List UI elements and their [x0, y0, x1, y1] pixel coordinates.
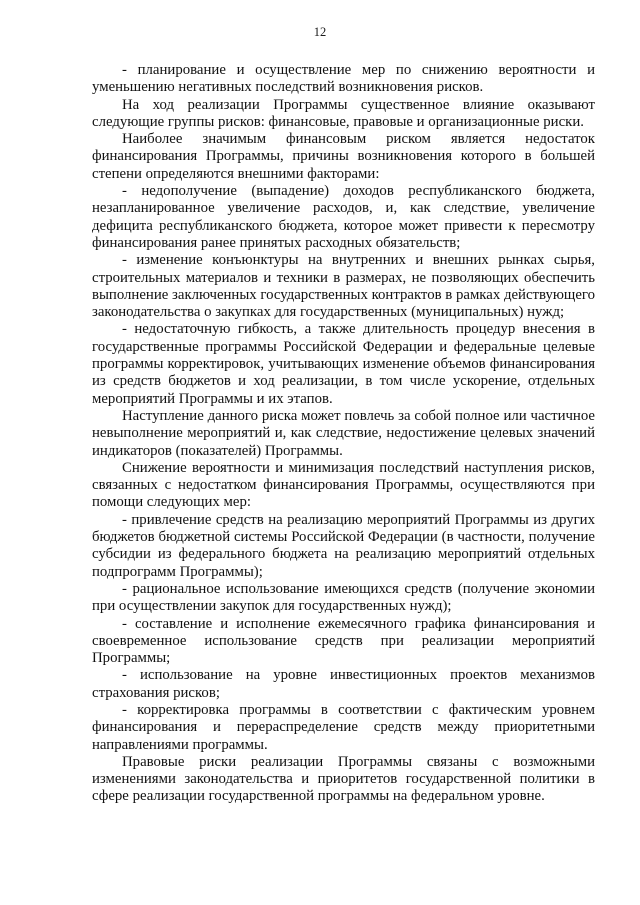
paragraph-risk-groups: На ход реализации Программы существенное влияние оказывают следующие группы рисков: финансовые, правовые и организационные риски. — [92, 96, 595, 130]
paragraph-risk-reduction-intro: Снижение вероятности и минимизация последствий наступления рисков, связанных с недостатком финансирования Программы, осуществляются при помощи следующих мер: — [92, 459, 595, 511]
document-body — [92, 62, 595, 806]
paragraph-procedural-flexibility: - недостаточную гибкость, а также длительность процедур внесения в государственные программы Российской Федерации и федеральные целевые программы корректировок, учитывающих изменение объемов финансирования из средств бюджетов и ход реализации, в том числе ускорение, отдельных мероприятий Программы и их этапов. — [92, 321, 595, 407]
paragraph-program-adjustment: - корректировка программы в соответствии с фактическим уровнем финансирования и перераспределение средств между приоритетными направлениями программы. — [92, 701, 595, 753]
paragraph-financial-risk: Наиболее значимым финансовым риском является недостаток финансирования Программы, причины возникновения которого в большей степени определяются внешними факторами: — [92, 131, 595, 182]
paragraph-rational-use: - рациональное использование имеющихся средств (получение экономии при осуществлении закупок для государственных нужд); — [92, 580, 595, 615]
paragraph-revenue-shortfall: - недополучение (выпадение) доходов республиканского бюджета, незапланированное увеличение расходов, и, как следствие, увеличение дефицита республиканского бюджета, которое может привести к пересмотру финансирования ранее принятых расходных обязательств; — [92, 183, 595, 251]
paragraph-risk-insurance: - использование на уровне инвестиционных проектов механизмов страхования рисков; — [92, 667, 595, 701]
paragraph-risk-consequences: Наступление данного риска может повлечь за собой полное или частичное невыполнение мероприятий и, как следствие, недостижение целевых значений индикаторов (показателей) Программы. — [92, 407, 595, 459]
paragraph-risk-mitigation-planning: - планирование и осуществление мер по снижению вероятности и уменьшению негативных последствий возникновения рисков. — [92, 62, 595, 96]
paragraph-attracting-funds: - привлечение средств на реализацию мероприятий Программы из других бюджетов бюджетной системы Российской Федерации (в частности, получение субсидии из федерального бюджета на реализацию мероприятий отдельных подпрограмм Программы); — [92, 511, 595, 580]
paragraph-legal-risks: Правовые риски реализации Программы связаны с возможными изменениями законодательства и приоритетов государственной политики в сфере реализации государственной программы на федеральном уровне. — [92, 753, 595, 805]
page-number: 12 — [313, 25, 327, 39]
paragraph-monthly-schedule: - составление и исполнение ежемесячного графика финансирования и своевременное использование средств при реализации мероприятий Программы; — [92, 615, 595, 667]
paragraph-market-conditions: - изменение конъюнктуры на внутренних и внешних рынках сырья, строительных материалов и техники в размерах, не позволяющих обеспечить выполнение заключенных государственных контрактов в рамках действующего законодательства о закупках для государственных (муниципальных) нужд; — [92, 252, 595, 321]
